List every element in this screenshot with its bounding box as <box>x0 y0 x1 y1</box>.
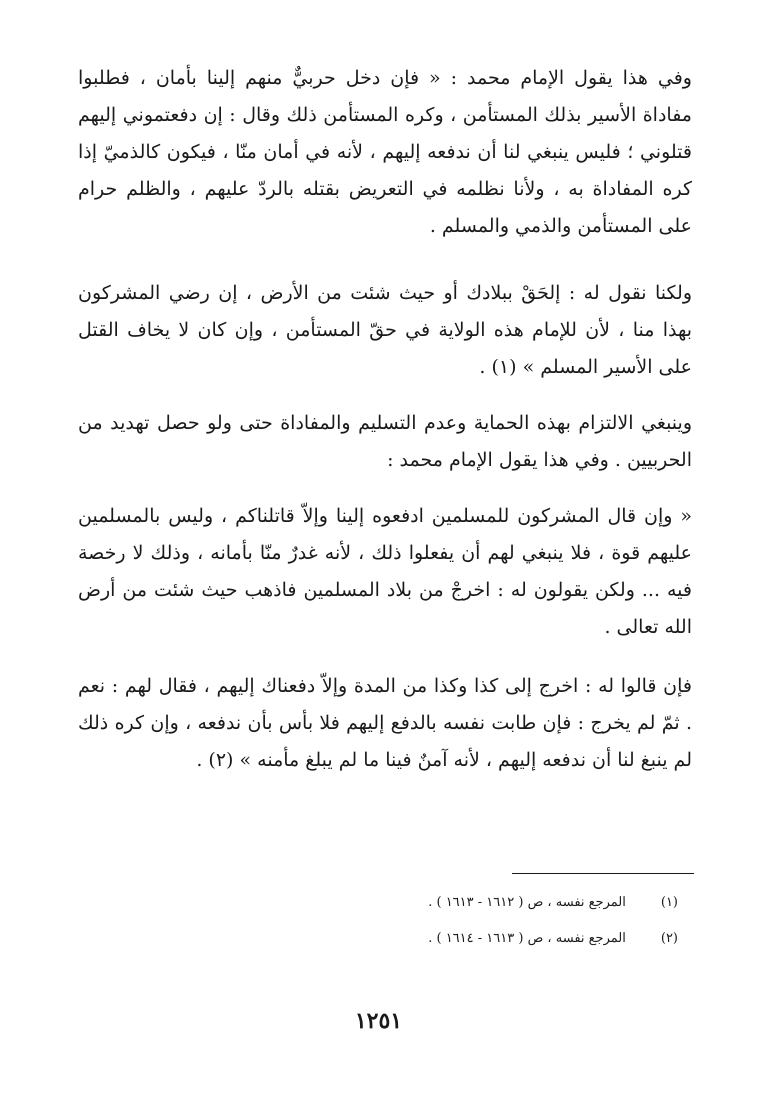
footnote-number: (١) <box>660 895 678 910</box>
paragraph-1: وفي هذا يقول الإمام محمد : « فإن دخل حربيٌّ منهم إلينا بأمان ، فطلبوا مفاداة الأسير بذلك المستأمن ، وكره المستأمن ذلك وقال : إن دفعتموني إليهم قتلوني ؛ فليس ينبغي لنا أن ندفعه إليهم ، لأنه في أمان منّا ، فيكون كالذميّ إذا كره المفاداة به ، ولأنا نظلمه في التعريض بقتله بالردّ عليهم ، والظلم حرام على المستأمن والذمي والمسلم . <box>78 67 692 237</box>
footnote-number: (٢) <box>660 931 678 946</box>
footnote-text: المرجع نفسه ، ص ( ١٦١٢ - ١٦١٣ ) . <box>428 895 626 910</box>
paragraph-2: ولكنا نقول له : إلحَقْ ببلادك أو حيث شئت من الأرض ، إن رضي المشركون بهذا منا ، لأن للإمام هذه الولاية في حقّ المستأمن ، وإن كان لا يخاف القتل على الأسير المسلم » (١) . <box>78 282 692 378</box>
footnote-2 <box>200 929 678 949</box>
paragraph-4: « وإن قال المشركون للمسلمين ادفعوه إلينا وإلاّ قاتلناكم ، وليس بالمسلمين عليهم قوة ، فلا ينبغي لهم أن يفعلوا ذلك ، لأنه غدرٌ منّا بأمانه ، وذلك لا رخصة فيه ... ولكن يقولون له : اخرجْ من بلاد المسلمين فاذهب حيث شئت من أرض الله تعالى . <box>78 505 692 638</box>
page-number: ١٢٥١ <box>354 1008 403 1034</box>
paragraph-5: فإن قالوا له : اخرج إلى كذا وكذا من المدة وإلاّ دفعناك إليهم ، فقال لهم : نعم . ثمّ لم يخرج : فإن طابت نفسه بالدفع إليهم فلا بأس بأن ندفعه ، وإن كره ذلك لم ينبغ لنا أن ندفعه إليهم ، لأنه آمنٌ فينا ما لم يبلغ مأمنه » (٢) . <box>78 675 692 771</box>
footnote-text: المرجع نفسه ، ص ( ١٦١٣ - ١٦١٤ ) . <box>428 931 626 946</box>
paragraph-3: وينبغي الالتزام بهذه الحماية وعدم التسليم والمفاداة حتى ولو حصل تهديد من الحربيين . وفي هذا يقول الإمام محمد : <box>78 412 692 471</box>
footnote-divider <box>512 873 694 874</box>
footnote-1 <box>200 893 678 913</box>
